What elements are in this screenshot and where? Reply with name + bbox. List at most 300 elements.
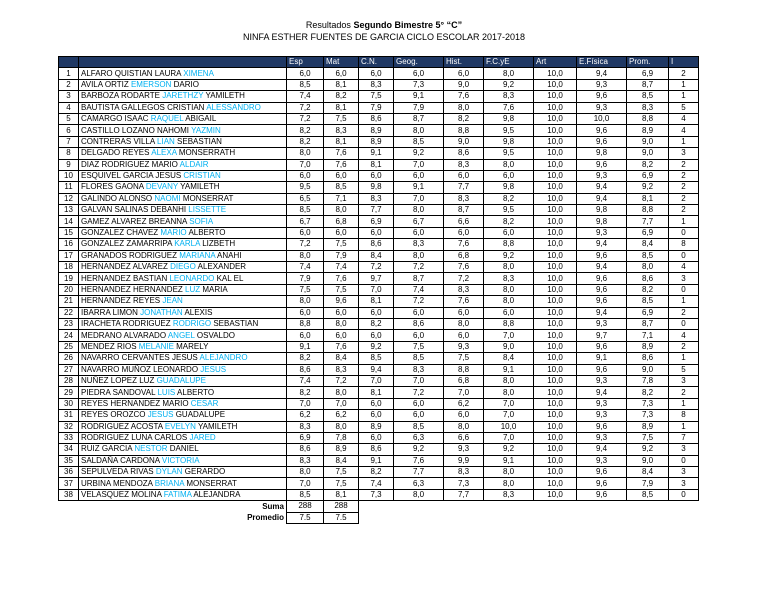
grade-cell: 3 xyxy=(669,375,699,386)
header-row xyxy=(59,57,699,68)
grade-cell: 8,7 xyxy=(444,205,484,216)
grade-cell: 8,3 xyxy=(444,284,484,295)
student-name xyxy=(79,467,287,478)
grade-cell: 8,2 xyxy=(627,159,669,170)
grade-cell: 10,0 xyxy=(534,148,577,159)
table-row xyxy=(59,284,699,295)
grade-cell: 10,0 xyxy=(534,159,577,170)
column-header: Prom. xyxy=(627,57,669,68)
table-row xyxy=(59,113,699,124)
row-number: 5 xyxy=(59,113,79,124)
grade-cell: 8,0 xyxy=(287,148,324,159)
grade-cell: 10,0 xyxy=(534,227,577,238)
grade-cell: 8,6 xyxy=(394,318,444,329)
grade-cell: 9,2 xyxy=(359,341,394,352)
grade-cell: 7,2 xyxy=(359,262,394,273)
grade-cell: 7,0 xyxy=(484,410,534,421)
grade-cell: 8,0 xyxy=(484,387,534,398)
grade-cell: 3 xyxy=(669,148,699,159)
grade-cell: 8,2 xyxy=(287,125,324,136)
grade-cell: 6,7 xyxy=(394,216,444,227)
grade-cell: 7,2 xyxy=(444,273,484,284)
grade-cell: 10,0 xyxy=(577,113,627,124)
table-row xyxy=(59,330,699,341)
grade-cell: 9,5 xyxy=(287,182,324,193)
student-name xyxy=(79,250,287,261)
grade-cell: 6,0 xyxy=(444,410,484,421)
grade-cell: 8,0 xyxy=(324,318,359,329)
row-number: 8 xyxy=(59,148,79,159)
grade-cell: 6,0 xyxy=(359,398,394,409)
student-name-part: PIEDRA SANDOVAL xyxy=(81,387,158,397)
grade-cell: 7,3 xyxy=(627,410,669,421)
grade-cell: 9,3 xyxy=(577,170,627,181)
student-name xyxy=(79,91,287,102)
grade-cell: 7,0 xyxy=(394,159,444,170)
grade-cell: 9,1 xyxy=(394,182,444,193)
student-name-part: DIAZ RODRIGUEZ MARIO xyxy=(81,159,180,169)
row-number: 26 xyxy=(59,353,79,364)
student-first-name-highlight: ALESSANDRO xyxy=(206,102,261,112)
grade-cell: 2 xyxy=(669,307,699,318)
grade-cell: 8 xyxy=(669,410,699,421)
grade-cell: 2 xyxy=(669,182,699,193)
table-row xyxy=(59,170,699,181)
table-row xyxy=(59,159,699,170)
row-number: 2 xyxy=(59,79,79,90)
table-row xyxy=(59,102,699,113)
grade-cell: 10,0 xyxy=(534,79,577,90)
grade-cell: 7,7 xyxy=(359,205,394,216)
grade-cell: 9,8 xyxy=(359,182,394,193)
grade-cell: 10,0 xyxy=(534,273,577,284)
report-title xyxy=(0,0,768,31)
student-name xyxy=(79,432,287,443)
grade-cell: 9,6 xyxy=(577,91,627,102)
grade-cell: 9,2 xyxy=(394,444,444,455)
grade-cell: 6,0 xyxy=(444,227,484,238)
grade-cell: 10,0 xyxy=(534,68,577,79)
grade-cell: 6,2 xyxy=(287,410,324,421)
grade-cell: 9,6 xyxy=(577,136,627,147)
student-name-part: URBINA MENDOZA xyxy=(81,478,155,488)
grade-cell: 8,1 xyxy=(324,102,359,113)
grade-cell: 7,2 xyxy=(394,262,444,273)
student-name-part: ABIGAIL xyxy=(183,114,217,124)
grade-cell: 9,4 xyxy=(577,262,627,273)
student-first-name-highlight: RAQUEL xyxy=(150,114,184,124)
student-name-part: NAVARRO CERVANTES JESUS xyxy=(81,353,200,363)
grade-cell: 8,2 xyxy=(324,91,359,102)
table-row xyxy=(59,455,699,466)
student-name-part: MENDEZ RIOS xyxy=(81,341,139,351)
grade-cell: 7,6 xyxy=(444,296,484,307)
row-number: 38 xyxy=(59,489,79,500)
grade-cell: 6,3 xyxy=(394,478,444,489)
grade-cell: 0 xyxy=(669,227,699,238)
grade-cell: 8,0 xyxy=(324,205,359,216)
grade-cell: 10,0 xyxy=(534,307,577,318)
column-header: F.C.yE xyxy=(484,57,534,68)
grade-cell: 3 xyxy=(669,273,699,284)
grade-cell: 9,3 xyxy=(577,432,627,443)
table-row xyxy=(59,478,699,489)
grade-cell: 9,3 xyxy=(577,410,627,421)
grade-cell: 8,6 xyxy=(359,444,394,455)
student-name xyxy=(79,239,287,250)
table-row xyxy=(59,398,699,409)
grade-cell: 8,0 xyxy=(484,375,534,386)
student-name-part: NAVARRO MUÑOZ LEONARDO xyxy=(81,364,201,374)
student-first-name-highlight: KARLA xyxy=(174,239,200,249)
grade-cell: 10,0 xyxy=(534,478,577,489)
student-name xyxy=(79,478,287,489)
grade-cell: 8,1 xyxy=(359,296,394,307)
row-number: 6 xyxy=(59,125,79,136)
grade-cell: 8,0 xyxy=(324,421,359,432)
grade-cell: 7,6 xyxy=(324,148,359,159)
student-first-name-highlight: MARIANA xyxy=(179,250,216,260)
column-header: E.Física xyxy=(577,57,627,68)
grade-cell: 9,1 xyxy=(287,341,324,352)
grade-cell: 8,9 xyxy=(627,421,669,432)
grade-cell: 8,8 xyxy=(287,318,324,329)
grade-cell: 8,6 xyxy=(359,113,394,124)
grade-cell: 8,3 xyxy=(484,489,534,500)
student-name-part: IRACHETA RODRIGUEZ xyxy=(81,319,173,329)
grade-cell: 7,3 xyxy=(359,489,394,500)
student-first-name-highlight: LIAN xyxy=(157,136,175,146)
grade-cell: 8,3 xyxy=(444,193,484,204)
grade-cell: 6,0 xyxy=(324,227,359,238)
report-title-period: Segundo Bimestre 5° “C” xyxy=(353,20,463,30)
report-title-prefix: Resultados xyxy=(305,20,351,30)
grade-cell: 7,4 xyxy=(287,375,324,386)
student-name xyxy=(79,79,287,90)
column-header: Art xyxy=(534,57,577,68)
table-row xyxy=(59,489,699,500)
grade-cell: 6,0 xyxy=(324,68,359,79)
grade-cell: 7,6 xyxy=(444,262,484,273)
student-first-name-highlight: NESTOR xyxy=(134,444,168,454)
grade-cell: 9,8 xyxy=(484,136,534,147)
student-name-part: GUADALUPE xyxy=(173,410,226,420)
grade-cell: 6,6 xyxy=(444,432,484,443)
grade-cell: 7,9 xyxy=(627,478,669,489)
grade-cell: 8,0 xyxy=(394,125,444,136)
grade-cell: 7,1 xyxy=(324,193,359,204)
grade-cell: 6,9 xyxy=(359,216,394,227)
grade-cell: 2 xyxy=(669,387,699,398)
row-number: 25 xyxy=(59,341,79,352)
sum-row xyxy=(59,501,699,512)
grade-cell: 7,0 xyxy=(359,375,394,386)
student-name xyxy=(79,375,287,386)
grade-cell: 9,6 xyxy=(324,296,359,307)
grade-cell: 10,0 xyxy=(534,170,577,181)
grade-cell: 8,0 xyxy=(287,467,324,478)
grade-cell: 8,1 xyxy=(324,489,359,500)
student-name-part: VELASQUEZ MOLINA xyxy=(81,490,164,500)
student-name-part: IBARRA LIMON xyxy=(81,307,141,317)
grade-cell: 9,2 xyxy=(627,182,669,193)
grade-cell: 8,3 xyxy=(394,364,444,375)
grade-cell: 9,4 xyxy=(577,182,627,193)
grade-cell: 5 xyxy=(669,364,699,375)
student-first-name-highlight: FATIMA xyxy=(163,490,192,500)
student-first-name-highlight: CESAR xyxy=(190,398,219,408)
row-number: 22 xyxy=(59,307,79,318)
grade-cell: 8,6 xyxy=(444,148,484,159)
student-name-part: SEBASTIAN xyxy=(174,136,222,146)
grade-cell: 6,0 xyxy=(484,227,534,238)
grade-cell: 9,6 xyxy=(577,125,627,136)
table-row xyxy=(59,68,699,79)
grade-cell: 9,3 xyxy=(577,102,627,113)
grade-cell: 10,0 xyxy=(534,102,577,113)
column-header: Mat xyxy=(324,57,359,68)
grade-cell: 7,2 xyxy=(394,296,444,307)
grade-cell: 4 xyxy=(669,113,699,124)
row-number: 11 xyxy=(59,182,79,193)
student-name-part: ESQUIVEL GARCIA JESUS xyxy=(81,171,184,181)
grade-cell: 8,3 xyxy=(287,421,324,432)
grade-cell: 0 xyxy=(669,455,699,466)
grade-cell: 8,5 xyxy=(627,250,669,261)
grade-cell: 7,6 xyxy=(394,455,444,466)
grade-cell: 8,2 xyxy=(359,467,394,478)
grade-cell: 9,3 xyxy=(577,375,627,386)
grade-cell: 9,1 xyxy=(577,353,627,364)
grade-cell: 8,3 xyxy=(484,91,534,102)
column-header: Geog. xyxy=(394,57,444,68)
grade-cell: 9,6 xyxy=(577,421,627,432)
grade-cell: 0 xyxy=(669,250,699,261)
grade-cell: 6,0 xyxy=(287,330,324,341)
grade-cell: 10,0 xyxy=(534,182,577,193)
row-number: 23 xyxy=(59,318,79,329)
grade-cell: 8,4 xyxy=(627,467,669,478)
grade-cell: 2 xyxy=(669,193,699,204)
student-name-part: BAUTISTA GALLEGOS CRISTIAN xyxy=(81,102,207,112)
grade-cell: 7,0 xyxy=(324,398,359,409)
average-label: Promedio xyxy=(247,512,284,522)
grade-cell: 9,8 xyxy=(577,148,627,159)
grade-cell: 10,0 xyxy=(534,193,577,204)
grade-cell: 8,7 xyxy=(627,318,669,329)
sum-mat: 288 xyxy=(324,501,359,512)
student-name-part: RODRIGUEZ LUNA CARLOS xyxy=(81,433,190,443)
table-row xyxy=(59,353,699,364)
table-row xyxy=(59,250,699,261)
grade-cell: 9,0 xyxy=(627,455,669,466)
student-name-part: MARIA xyxy=(200,285,228,294)
student-name-part: GALVAN SALINAS DEBANHI xyxy=(81,205,189,215)
grade-cell: 10,0 xyxy=(534,375,577,386)
row-number: 15 xyxy=(59,227,79,238)
student-name-part: GERARDO xyxy=(182,467,226,477)
student-name-part: GRANADOS RODRIGUEZ xyxy=(81,250,180,260)
grade-cell: 6,0 xyxy=(484,307,534,318)
grade-cell: 8,1 xyxy=(359,159,394,170)
grade-cell: 7,2 xyxy=(287,102,324,113)
grade-cell: 2 xyxy=(669,159,699,170)
student-name-part: ALEXIS xyxy=(182,307,213,317)
grade-cell: 7,0 xyxy=(444,387,484,398)
student-name xyxy=(79,398,287,409)
grade-cell: 8,7 xyxy=(394,273,444,284)
student-name-part: GAMEZ ALVAREZ BREANNA xyxy=(81,216,190,226)
grade-cell: 6,0 xyxy=(359,307,394,318)
student-name xyxy=(79,216,287,227)
student-name-part: DANIEL xyxy=(167,444,199,454)
grade-cell: 8,6 xyxy=(287,444,324,455)
student-name-part: GONZALEZ CHAVEZ xyxy=(81,228,161,238)
grade-cell: 7,5 xyxy=(394,341,444,352)
grade-cell: 9,6 xyxy=(577,250,627,261)
student-first-name-highlight: DYLAN xyxy=(155,467,183,477)
grade-cell: 6,0 xyxy=(324,307,359,318)
grade-cell: 9,6 xyxy=(577,296,627,307)
grade-cell: 10,0 xyxy=(484,421,534,432)
student-name-part: ALEJANDRA xyxy=(191,490,241,500)
student-name-part: ALBERTO xyxy=(186,228,226,238)
grade-cell: 8,8 xyxy=(627,205,669,216)
grade-cell: 8,2 xyxy=(444,113,484,124)
grade-cell: 10,0 xyxy=(534,136,577,147)
grade-cell: 6,0 xyxy=(444,330,484,341)
student-name-part: NUÑEZ LOPEZ LUZ xyxy=(81,376,157,386)
grade-cell: 8,8 xyxy=(627,113,669,124)
grade-cell: 8,3 xyxy=(394,239,444,250)
grade-cell: 7,9 xyxy=(287,273,324,284)
grade-cell: 9,0 xyxy=(627,136,669,147)
grade-cell: 7,5 xyxy=(444,353,484,364)
grade-cell: 7,0 xyxy=(359,284,394,295)
grade-cell: 8,0 xyxy=(394,489,444,500)
grade-cell: 6,0 xyxy=(394,227,444,238)
grade-cell: 9,5 xyxy=(484,205,534,216)
grade-cell: 6,9 xyxy=(627,307,669,318)
grade-cell: 7,4 xyxy=(394,284,444,295)
student-name-part: OSVALDO xyxy=(194,330,235,340)
grade-cell: 7,0 xyxy=(484,432,534,443)
table-row xyxy=(59,239,699,250)
grade-cell: 7,0 xyxy=(484,398,534,409)
student-first-name-highlight: DIEGO xyxy=(170,262,196,272)
grade-cell: 9,8 xyxy=(484,182,534,193)
student-name-part: SEPULVEDA RIVAS xyxy=(81,467,156,477)
row-number: 37 xyxy=(59,478,79,489)
student-first-name-highlight: JONATHAN xyxy=(140,307,183,317)
grade-cell: 10,0 xyxy=(534,432,577,443)
grade-cell: 8,2 xyxy=(484,193,534,204)
grade-cell: 8,4 xyxy=(359,250,394,261)
student-name-part: MARELY xyxy=(173,341,209,351)
row-number: 34 xyxy=(59,444,79,455)
grade-cell: 6,9 xyxy=(627,68,669,79)
student-first-name-highlight: JEAN xyxy=(162,296,183,306)
grade-cell: 6,0 xyxy=(444,68,484,79)
grade-cell: 6,0 xyxy=(394,410,444,421)
grade-cell: 7,0 xyxy=(394,375,444,386)
grade-cell: 6,0 xyxy=(359,410,394,421)
grade-cell: 4 xyxy=(669,262,699,273)
grade-cell: 8,3 xyxy=(484,273,534,284)
grade-cell: 8,6 xyxy=(287,364,324,375)
grade-cell: 10,0 xyxy=(534,489,577,500)
student-name-part: RODRIGUEZ ACOSTA xyxy=(81,421,165,431)
row-number: 21 xyxy=(59,296,79,307)
column-header: I xyxy=(669,57,699,68)
grade-cell: 0 xyxy=(669,489,699,500)
grade-cell: 9,5 xyxy=(484,125,534,136)
table-row xyxy=(59,205,699,216)
student-name-part: CAMARGO ISAAC xyxy=(81,114,151,124)
grade-cell: 8,4 xyxy=(627,239,669,250)
grade-cell: 7,4 xyxy=(287,91,324,102)
grade-cell: 6,9 xyxy=(627,170,669,181)
student-name-part: ALFARO QUISTIAN LAURA xyxy=(81,68,184,78)
grade-cell: 8,5 xyxy=(287,489,324,500)
grade-cell: 9,4 xyxy=(577,307,627,318)
grade-cell: 6,0 xyxy=(287,227,324,238)
student-name xyxy=(79,193,287,204)
student-name-part: HERNANDEZ REYES xyxy=(81,296,163,306)
grade-cell: 10,0 xyxy=(534,205,577,216)
grade-cell: 8,0 xyxy=(484,159,534,170)
grade-cell: 8,1 xyxy=(324,79,359,90)
grade-cell: 6,8 xyxy=(324,216,359,227)
grade-cell: 9,7 xyxy=(359,273,394,284)
grade-cell: 7,9 xyxy=(324,250,359,261)
table-row xyxy=(59,148,699,159)
grade-cell: 1 xyxy=(669,296,699,307)
grade-cell: 6,8 xyxy=(444,375,484,386)
student-first-name-highlight: ANGEL xyxy=(167,330,195,340)
header-blank-index xyxy=(59,57,79,68)
student-name xyxy=(79,296,287,307)
grade-cell: 10,0 xyxy=(534,421,577,432)
table-row xyxy=(59,421,699,432)
grade-cell: 8,2 xyxy=(359,318,394,329)
grade-cell: 9,6 xyxy=(577,489,627,500)
grade-cell: 10,0 xyxy=(534,364,577,375)
student-first-name-highlight: XIMENA xyxy=(183,68,214,78)
grade-cell: 3 xyxy=(669,478,699,489)
row-number: 12 xyxy=(59,193,79,204)
grade-cell: 9,8 xyxy=(577,205,627,216)
grade-cell: 10,0 xyxy=(534,113,577,124)
row-number: 29 xyxy=(59,387,79,398)
row-number: 36 xyxy=(59,467,79,478)
row-number: 20 xyxy=(59,284,79,295)
grade-cell: 10,0 xyxy=(534,398,577,409)
grade-cell: 8,9 xyxy=(627,125,669,136)
grade-cell: 7,2 xyxy=(394,387,444,398)
grade-cell: 9,6 xyxy=(577,159,627,170)
student-first-name-highlight: LEONARDO xyxy=(169,273,215,283)
student-name xyxy=(79,284,287,295)
row-number: 7 xyxy=(59,136,79,147)
grade-cell: 6,0 xyxy=(359,68,394,79)
student-name-part: SEBASTIAN xyxy=(211,319,259,329)
grade-cell: 1 xyxy=(669,353,699,364)
grade-cell: 8,0 xyxy=(394,250,444,261)
grade-cell: 10,0 xyxy=(534,410,577,421)
grade-cell: 9,4 xyxy=(577,239,627,250)
grade-cell: 9,0 xyxy=(627,148,669,159)
